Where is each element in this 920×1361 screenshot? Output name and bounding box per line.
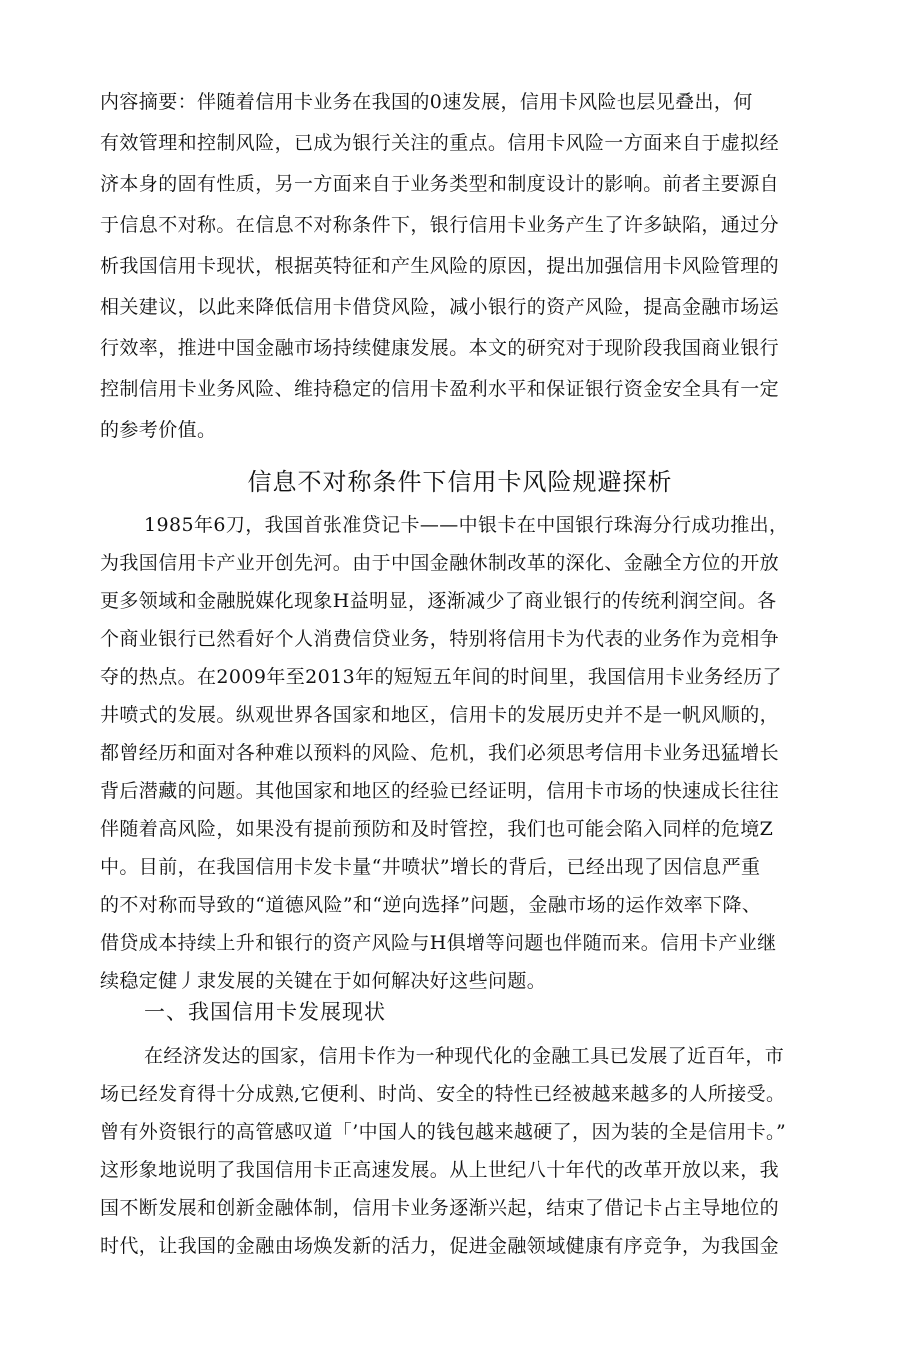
paragraph-line: 国不断发展和创新金融体制，信用卡业务逐渐兴起，结束了借记卡占主导地位的 [100,1197,780,1219]
paragraph-line: 为我国信用卡产业开创先河。由于中国金融休制改革的深化、金融全方位的开放 [100,552,780,574]
abstract-line: 内容摘要：伴随着信用卡业务在我国的0速发展，信用卡风险也层见叠出，何 [100,91,753,113]
abstract-line: 的参考价值。 [100,419,217,441]
abstract-line: 济本身的固有性质，另一方面来自于业务类型和制度设计的影响。前者主要源自 [100,173,780,195]
paragraph-line: 这形象地说明了我国信用卡正高速发展。从上世纪八十年代的改革开放以来，我 [100,1159,780,1181]
section-heading: 一、我国信用卡发展现状 [144,1000,386,1024]
abstract-line: 行效率，推进中国金融市场持续健康发展。本文的研究对于现阶段我国商业银行 [100,337,780,359]
paragraph-line: 中。目前，在我国信用卡发卡量“井喷状”增长的背后，已经出现了因信息严重 [100,856,761,878]
document-title: 信息不对称条件下信用卡风险规避探析 [247,468,673,496]
paragraph-line: 背后潜藏的问题。其他国家和地区的经验已经证明，信用卡市场的快速成长往往 [100,780,780,802]
paragraph-line: 借贷成本持续上升和银行的资产风险与H俱增等问题也伴随而来。信用卡产业继 [100,932,777,954]
abstract-line: 于信息不对称。在信息不对称条件下，银行信用卡业务产生了许多缺陷，通过分 [100,214,780,236]
paragraph-line: 曾有外资银行的高管感叹道「’中国人的钱包越来越硬了，因为装的全是信用卡。” [100,1121,787,1143]
paragraph-line: 在经济发达的国家，信用卡作为一种现代化的金融工具已发展了近百年，市 [144,1045,785,1067]
paragraph-line: 时代，让我国的金融由场焕发新的活力，促进金融领域健康有序竞争，为我国金 [100,1235,780,1257]
abstract-line: 相关建议，以此来降低信用卡借贷风险，减小银行的资产风险，提高金融市场运 [100,296,780,318]
paragraph-line: 夺的热点。在2009年至2013年的短短五年间的时间里，我国信用卡业务经历了 [100,666,782,688]
paragraph-line: 井喷式的发展。纵观世界各国家和地区，信用卡的发展历史并不是一帆风顺的， [100,704,780,726]
paragraph-line: 的不对称而导致的“道德风险”和“逆向选择”问题，金融市场的运作效率下降、 [100,894,762,916]
paragraph-line: 续稳定健丿隶发展的关键在于如何解决好这些问题。 [100,970,547,992]
abstract-line: 控制信用卡业务风险、维持稳定的信用卡盈利水平和保证银行资金安全具有一定 [100,378,780,400]
abstract-line: 析我国信用卡现状，根据英特征和产生风险的原因，提出加强信用卡风险管理的 [100,255,780,277]
paragraph-line: 伴随着高风险，如果没有提前预防和及时管控，我们也可能会陷入同样的危境Z [100,818,774,840]
paragraph-line: 个商业银行已然看好个人消费信贷业务，特别将信用卡为代表的业务作为竞相争 [100,628,780,650]
paragraph-line: 都曾经历和面对各种难以预料的风险、危机，我们必须思考信用卡业务迅猛增长 [100,742,780,764]
paragraph-line: 更多领域和金融脱媒化现象H益明显，逐渐减少了商业银行的传统利润空间。各 [100,590,777,612]
abstract-line: 有效管理和控制风险，已成为银行关注的重点。信用卡风险一方面来自于虚拟经 [100,132,780,154]
paragraph-line: 1985年6刀，我国首张准贷记卡——中银卡在中国银行珠海分行成功推出， [144,514,789,536]
paragraph-line: 场已经发育得十分成熟,它便利、时尚、安全的特性已经被越来越多的人所接受。 [100,1083,786,1105]
